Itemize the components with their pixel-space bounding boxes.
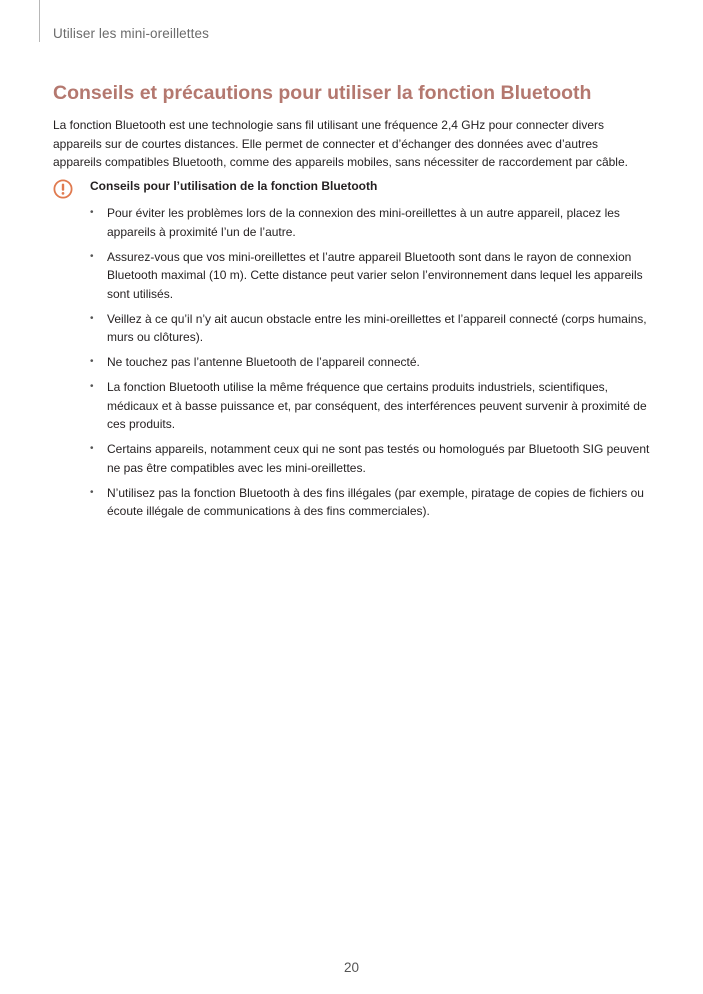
caution-icon xyxy=(53,179,73,199)
bullet-marker: • xyxy=(90,381,94,392)
list-item xyxy=(90,310,650,347)
list-item xyxy=(90,378,650,434)
bullet-marker: • xyxy=(90,207,94,218)
running-header: Utiliser les mini-oreillettes xyxy=(53,26,209,41)
caution-list xyxy=(90,204,650,527)
bullet-marker: • xyxy=(90,486,94,498)
intro-paragraph: La fonction Bluetooth est une technologie sans fil utilisant une fréquence 2,4 GHz pour connecter divers appareils sur de courtes distances. Elle permet de connecter et d’échanger des données avec d’autres appareils compatibles Bluetooth, comme des appareils mobiles, sans nécessiter de raccordement par câble. xyxy=(53,118,628,169)
list-item-text: Veillez à ce qu’il n’y ait aucun obstacle entre les mini-oreillettes et l’appareil connecté (corps humains, murs ou clôtures). xyxy=(107,311,647,344)
header-divider xyxy=(39,0,40,42)
list-item-text: Ne touchez pas l’antenne Bluetooth de l’appareil connecté. xyxy=(107,355,420,369)
bullet-marker: • xyxy=(90,312,94,324)
caution-heading: Conseils pour l’utilisation de la fonction Bluetooth xyxy=(90,179,378,193)
bullet-marker: • xyxy=(90,250,94,262)
bullet-marker: • xyxy=(90,443,94,454)
list-item xyxy=(90,353,650,372)
list-item xyxy=(90,484,650,521)
page-number: 20 xyxy=(343,960,360,975)
section-title: Conseils et précautions pour utiliser la fonction Bluetooth xyxy=(53,82,592,104)
bullet-marker: • xyxy=(90,356,94,367)
list-item-text: N’utilisez pas la fonction Bluetooth à des fins illégales (par exemple, piratage de copies de fichiers ou écoute illégale de communications à des fins commerciales). xyxy=(107,485,644,518)
list-item xyxy=(90,204,650,241)
list-item-text: Pour éviter les problèmes lors de la connexion des mini-oreillettes à un autre appareil, placez les appareils à proximité l’un de l’autre. xyxy=(107,206,620,239)
list-item-text: Assurez-vous que vos mini-oreillettes et l’autre appareil Bluetooth sont dans le rayon de connexion Bluetooth maximal (10 m). Cette distance peut varier selon l’environnement dans lequel les appareils sont utilisés. xyxy=(107,249,643,301)
list-item-text: La fonction Bluetooth utilise la même fréquence que certains produits industriels, scientifiques, médicaux et à basse puissance et, par conséquent, des interférences peuvent survenir à proximité de ces produits. xyxy=(107,380,647,431)
list-item xyxy=(90,440,650,477)
list-item xyxy=(90,248,650,304)
list-item-text: Certains appareils, notamment ceux qui ne sont pas testés ou homologués par Bluetooth SIG peuvent ne pas être compatibles avec les mini-oreillettes. xyxy=(107,442,650,475)
